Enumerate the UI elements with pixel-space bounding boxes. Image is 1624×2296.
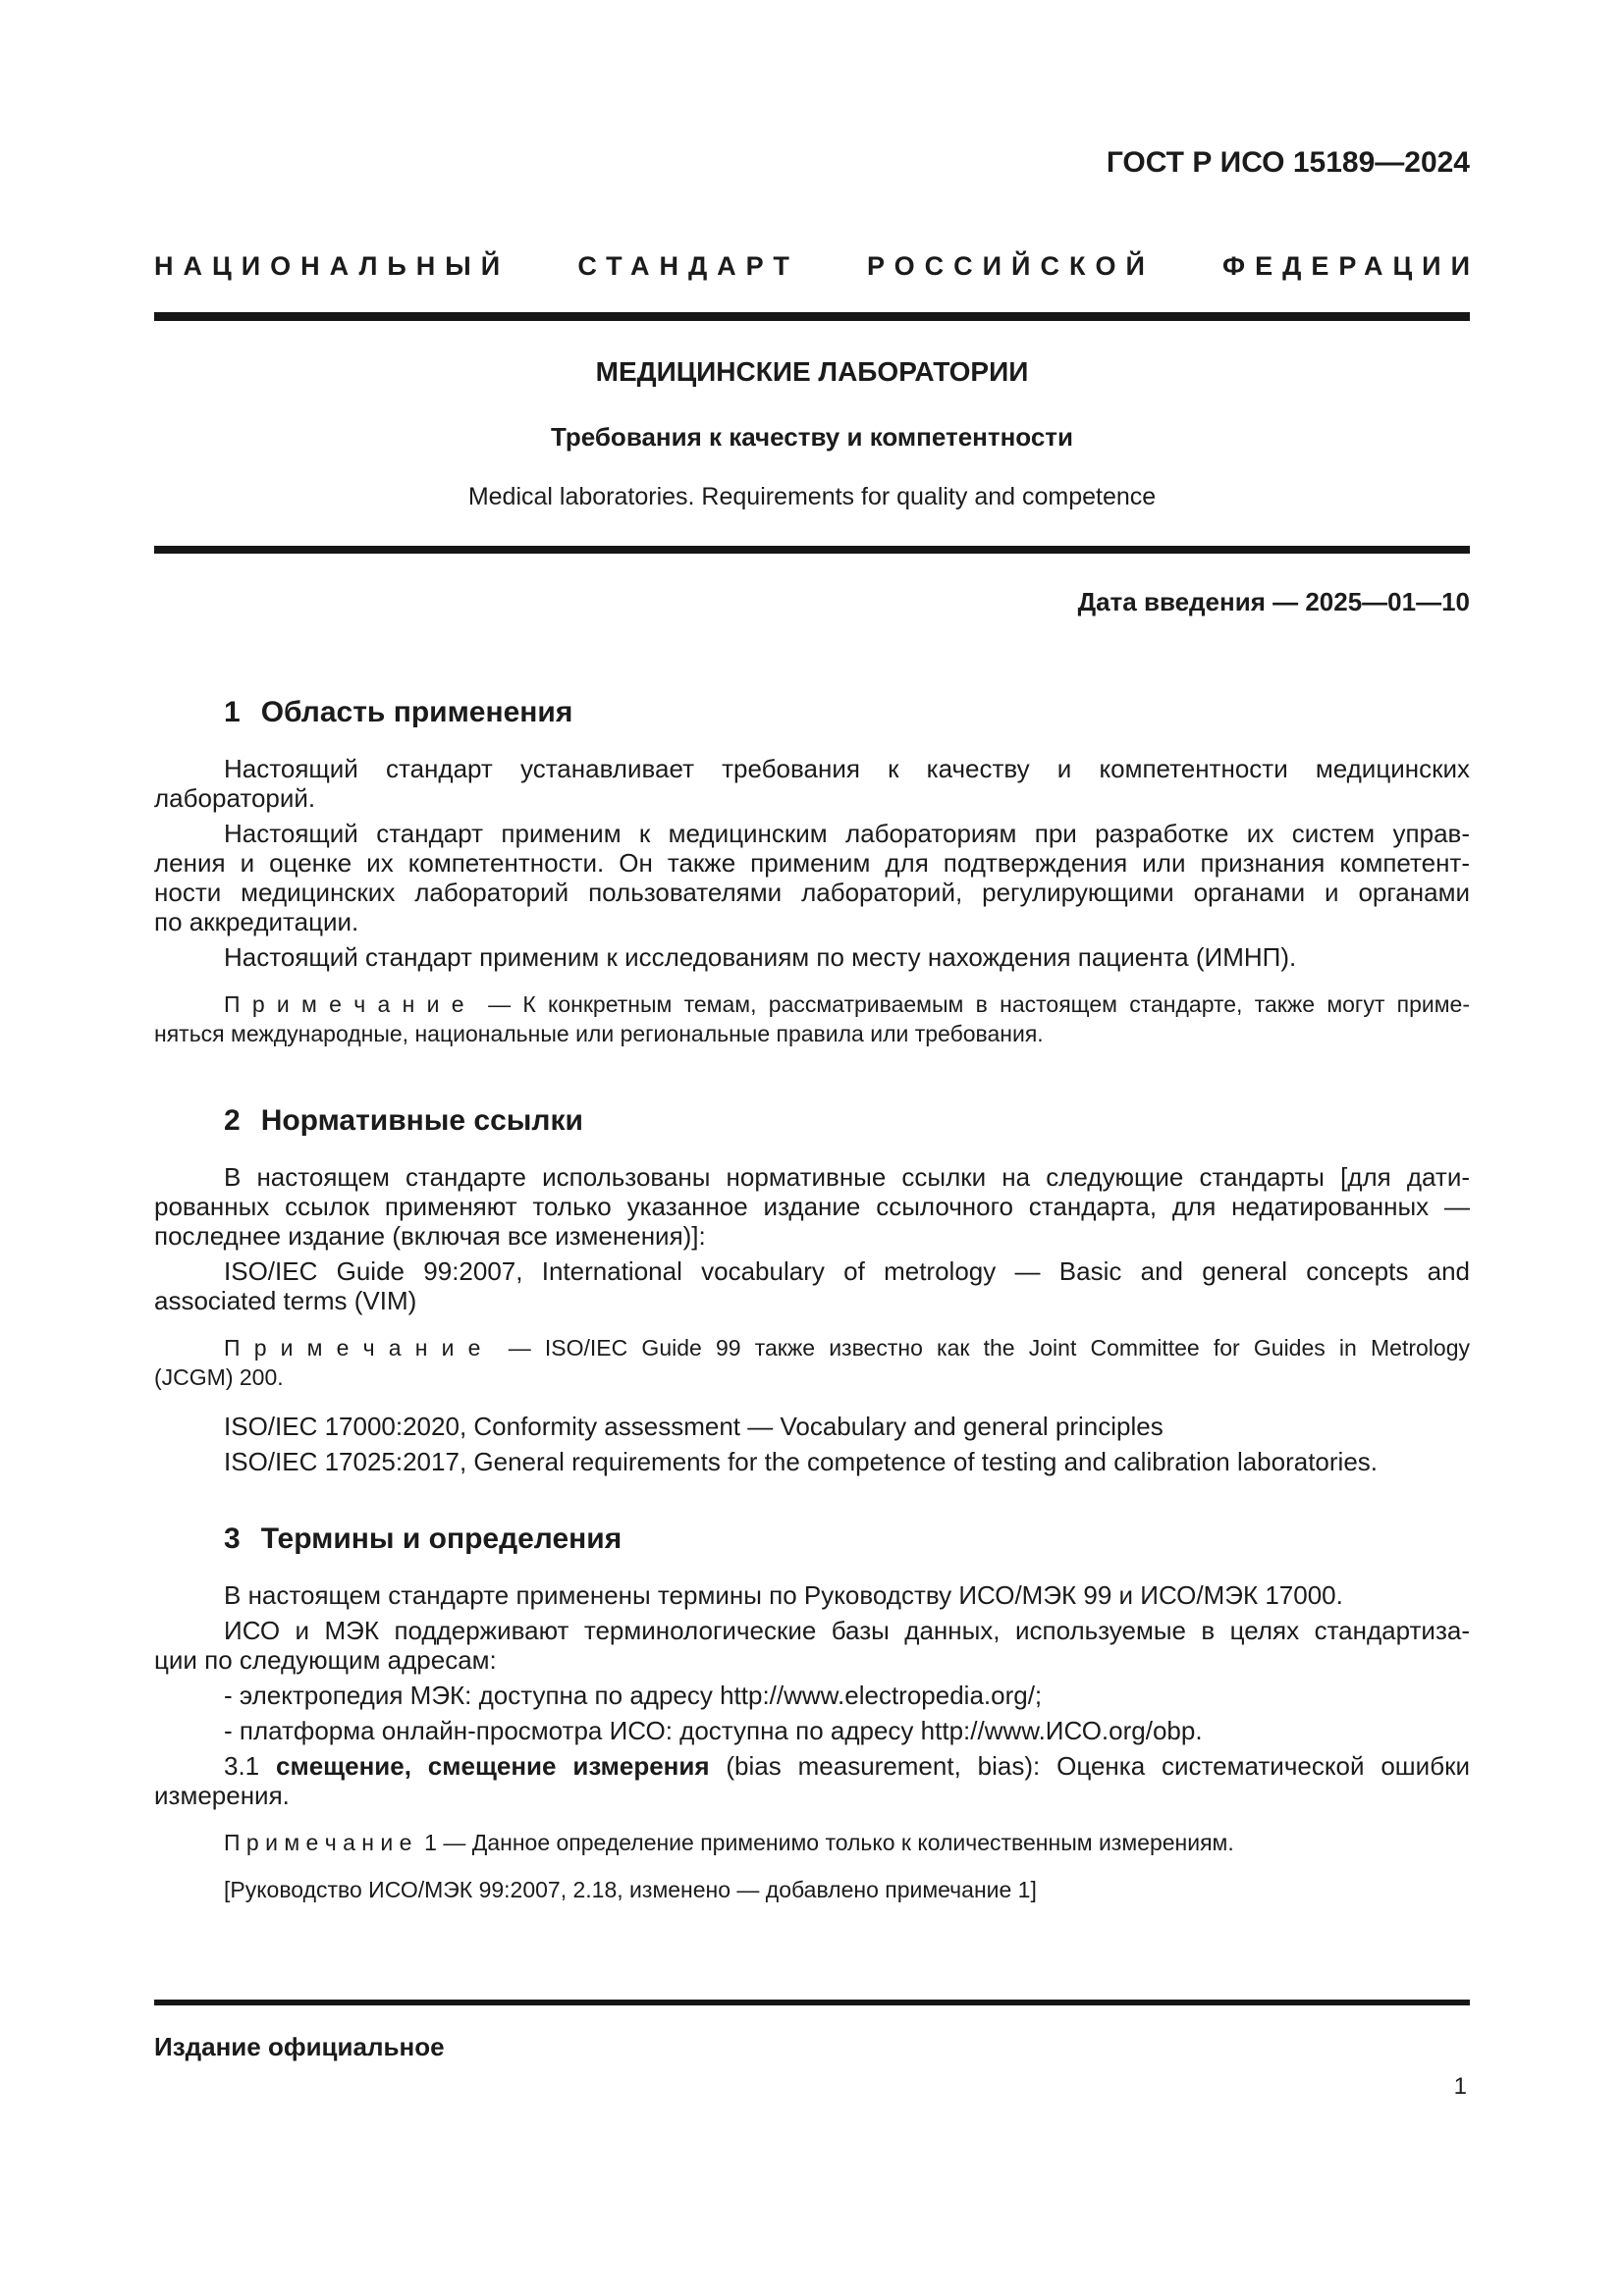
reference-entry (154, 1256, 1470, 1315)
text-line: ции по следующим адресам: (154, 1645, 497, 1675)
list-item (154, 1716, 1470, 1745)
edition-note: Издание официальное (154, 2032, 445, 2061)
reference-entry (154, 1412, 1470, 1441)
section-number: 3 (224, 1522, 241, 1555)
paragraph (154, 1580, 1470, 1610)
text-line: associated terms (VIM) (154, 1286, 417, 1315)
text-line: ления и оценке их компетентности. Он также применим для подтверждения или признания компетент- (154, 848, 1470, 878)
paragraph (154, 942, 1470, 972)
section-scope (154, 695, 1470, 1048)
banner-word: ФЕДЕРАЦИИ (1222, 251, 1480, 281)
banner-word: НАЦИОНАЛЬНЫЙ (154, 251, 511, 281)
section-number: 1 (224, 696, 241, 728)
page-number: 1 (1453, 2073, 1467, 2100)
paragraph (154, 1616, 1470, 1675)
section-refs-heading (154, 1103, 1470, 1139)
section-title: Термины и определения (260, 1522, 623, 1555)
text-line: ISO/IEC Guide 99:2007, International vocabulary of metrology — Basic and general concepts and (224, 1256, 1470, 1286)
text-line: Настоящий стандарт применим к медицинским лабораториям при разработке их систем управ- (224, 819, 1470, 848)
section-terms-heading (154, 1522, 1470, 1557)
term-definition (154, 1751, 1470, 1810)
text-line: по аккредитации. (154, 907, 359, 936)
text-line: П р и м е ч а н и е — К конкретным темам, рассматриваемым в настоящем стандарте, также могут приме- (224, 991, 1470, 1017)
footer-rule (154, 2000, 1470, 2005)
reference-entry (154, 1447, 1470, 1476)
paragraph (154, 819, 1470, 936)
note (154, 1828, 1470, 1857)
separator-bar-top (154, 312, 1470, 321)
text-line: рованных ссылок применяют только указанное издание ссылочного стандарта, для недатированных — (154, 1192, 1470, 1221)
text-line: Настоящий стандарт применим к исследованиям по месту нахождения пациента (ИМНП). (224, 942, 1297, 972)
section-title: Область применения (260, 696, 573, 728)
text-line: ности медицинских лабораторий пользователями лабораторий, регулирующими органами и органами (154, 878, 1470, 907)
document-subtitle: Требования к качеству и компетентности (550, 422, 1074, 452)
text-line: няться международные, национальные или региональные правила или требования. (154, 1021, 1044, 1046)
note (154, 1333, 1470, 1392)
text-line: ИСО и МЭК поддерживают терминологические базы данных, используемые в целях стандартиза- (224, 1616, 1470, 1645)
text-line: (JCGM) 200. (154, 1364, 284, 1390)
text-line: - электропедия МЭК: доступна по адресу http://www.electropedia.org/; (224, 1681, 1043, 1710)
paragraph (154, 754, 1470, 813)
section-number: 2 (224, 1104, 241, 1137)
separator-bar-middle (154, 546, 1470, 554)
text-line: Настоящий стандарт устанавливает требования к качеству и компетентности медицинских (224, 754, 1470, 783)
list-item (154, 1681, 1470, 1710)
text-line: измерения. (154, 1781, 290, 1810)
section-title: Нормативные ссылки (260, 1104, 583, 1137)
text-line: лабораторий. (154, 783, 316, 813)
banner-word: СТАНДАРТ (577, 251, 799, 281)
national-standard-banner (154, 251, 1480, 281)
text-line: П р и м е ч а н и е 1 — Данное определение применимо только к количественным измерениям. (224, 1830, 1234, 1855)
text-line: последнее издание (включая все изменения)]: (154, 1221, 706, 1251)
text-line: В настоящем стандарте использованы нормативные ссылки на следующие стандарты [для дати- (224, 1162, 1470, 1192)
section-normative-references (154, 1103, 1470, 1476)
note (154, 989, 1470, 1048)
text-line: П р и м е ч а н и е — ISO/IEC Guide 99 также известно как the Joint Committee for Guides in Metrology (224, 1335, 1470, 1361)
doc-code: ГОСТ Р ИСО 15189—2024 (1106, 146, 1470, 179)
text-line: ISO/IEC 17000:2020, Conformity assessment — Vocabulary and general principles (224, 1412, 1164, 1441)
section-scope-heading (154, 695, 1470, 730)
text-line: 3.1 смещение, смещение измерения (bias measurement, bias): Оценка систематической ошибки (224, 1751, 1470, 1781)
section-terms-definitions (154, 1522, 1470, 1904)
text-line: В настоящем стандарте применены термины по Руководству ИСО/МЭК 99 и ИСО/МЭК 17000. (224, 1580, 1343, 1610)
document-title-english: Medical laboratories. Requirements for quality and competence (467, 483, 1157, 510)
text-line: [Руководство ИСО/МЭК 99:2007, 2.18, изменено — добавлено примечание 1] (224, 1877, 1037, 1902)
text-line: ISO/IEC 17025:2017, General requirements for the competence of testing and calibration laboratories. (224, 1447, 1379, 1476)
banner-word: РОССИЙСКОЙ (867, 251, 1155, 281)
effective-date: Дата введения — 2025—01—10 (1077, 587, 1470, 616)
text-line: - платформа онлайн-просмотра ИСО: доступна по адресу http://www.ИСО.org/obp. (224, 1716, 1203, 1745)
term-source (154, 1875, 1470, 1904)
document-title: МЕДИЦИНСКИЕ ЛАБОРАТОРИИ (595, 356, 1029, 387)
paragraph (154, 1162, 1470, 1251)
